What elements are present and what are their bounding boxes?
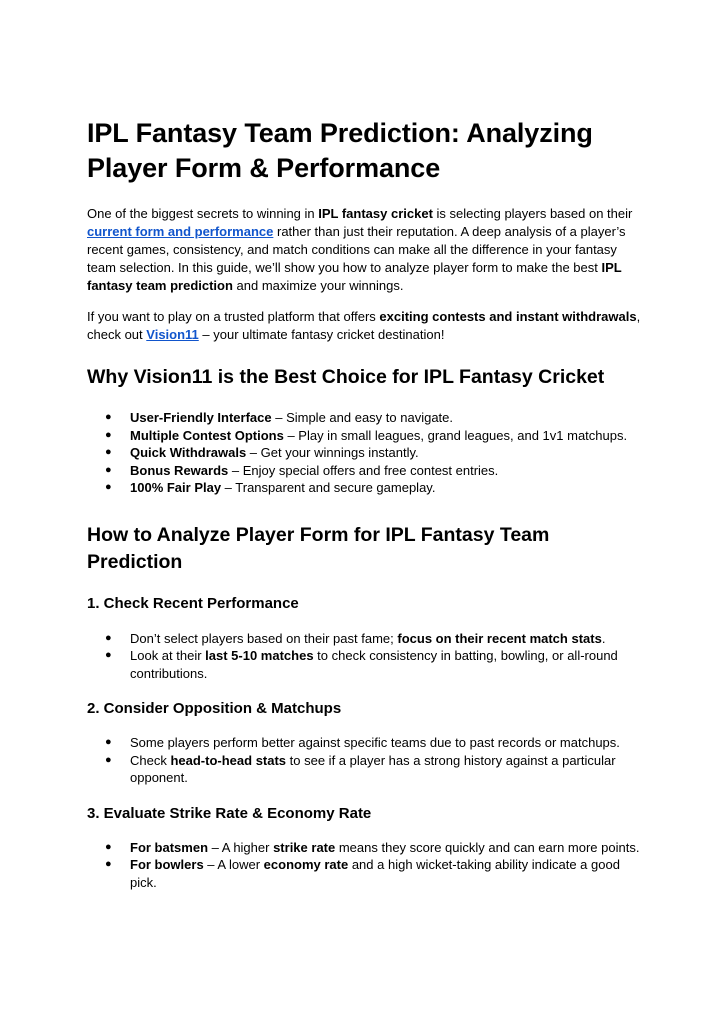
intro-bold-text: IPL fantasy cricket	[318, 206, 433, 221]
list-item	[105, 856, 647, 891]
item-bold-text: head-to-head stats	[170, 752, 287, 768]
features-list	[87, 409, 647, 497]
item-bold-text: strike rate	[273, 839, 336, 855]
item-text: to see if a player has a strong history against a particular opponent.	[130, 752, 616, 785]
bullet-icon: ●	[105, 631, 112, 644]
item-text: – Transparent and secure gameplay.	[221, 480, 436, 495]
bullet-icon: ●	[105, 446, 112, 458]
bullet-icon: ●	[105, 840, 112, 853]
bullet-icon: ●	[105, 481, 112, 493]
item-text: – A lower	[203, 857, 264, 872]
item-bold-text: Quick Withdrawals	[130, 445, 247, 460]
item-text: Check	[130, 752, 171, 768]
item-bold-text: For batsmen	[130, 839, 209, 855]
item-text: means they score quickly and can earn more points.	[335, 839, 640, 855]
item-bold-text: economy rate	[263, 857, 349, 872]
list-item	[105, 444, 647, 462]
item-bold-text: Bonus Rewards	[130, 462, 229, 478]
item-bold-text: 100% Fair Play	[130, 480, 222, 495]
strike-economy-list	[87, 839, 647, 892]
item-text: to check consistency in batting, bowling, or all-round contributions.	[130, 648, 618, 681]
item-text: and a high wicket-taking ability indicate a good pick.	[130, 857, 620, 890]
intro-text: is selecting players based on their	[432, 206, 633, 221]
item-bold-text: User-Friendly Interface	[130, 410, 272, 425]
bullet-icon: ●	[105, 753, 112, 766]
bullet-icon: ●	[105, 858, 112, 870]
subheading-recent-performance: 1. Check Recent Performance	[87, 594, 299, 612]
intro-text: One of the biggest secrets to winning in	[87, 206, 319, 221]
list-item	[105, 752, 647, 787]
list-item	[105, 630, 647, 648]
intro-bold-text: IPL fantasy team prediction	[87, 260, 622, 293]
item-text: – Enjoy special offers and free contest entries.	[228, 462, 499, 478]
item-bold-text: last 5-10 matches	[205, 648, 314, 663]
list-item	[105, 427, 647, 445]
item-text: – Play in small leagues, grand leagues, and 1v1 matchups.	[283, 427, 628, 443]
item-text: – A higher	[208, 839, 274, 855]
bullet-icon: ●	[105, 411, 112, 423]
item-bold-text: focus on their recent match stats	[397, 630, 602, 646]
platform-text: , check out	[87, 309, 641, 342]
bullet-icon: ●	[105, 463, 112, 476]
subheading-strike-economy: 3. Evaluate Strike Rate & Economy Rate	[87, 804, 372, 822]
intro-text: and maximize your winnings.	[232, 278, 404, 293]
vision11-link[interactable]: Vision11	[146, 327, 199, 342]
item-bold-text: For bowlers	[130, 857, 204, 872]
opposition-list	[87, 734, 647, 787]
current-form-link[interactable]: current form and performance	[87, 224, 274, 239]
intro-paragraph	[87, 205, 647, 295]
item-text: Don’t select players based on their past fame;	[130, 630, 398, 646]
document-body	[87, 116, 647, 891]
list-item	[105, 839, 647, 857]
item-text: – Get your winnings instantly.	[246, 445, 419, 460]
platform-text: If you want to play on a trusted platform that offers	[87, 309, 380, 324]
bullet-icon: ●	[105, 428, 112, 441]
item-text: .	[601, 630, 606, 646]
bullet-icon: ●	[105, 649, 112, 661]
list-item	[105, 479, 647, 497]
item-text: Look at their	[130, 648, 206, 663]
bullet-icon: ●	[105, 736, 112, 748]
section-heading-why-vision11: Why Vision11 is the Best Choice for IPL Fantasy Cricket	[87, 366, 605, 388]
intro-text: rather than just their reputation. A deep analysis of a player’s recent games, consistency, and match conditions can make all the difference in your fantasy team selection. In this guide, we’ll show you how to analyze player form to make the best	[87, 224, 626, 275]
list-item	[105, 647, 647, 682]
item-bold-text: Multiple Contest Options	[130, 427, 284, 443]
list-item	[105, 734, 647, 752]
item-text: – Simple and easy to navigate.	[271, 410, 453, 425]
item-text: Some players perform better against specific teams due to past records or matchups.	[130, 735, 620, 750]
platform-bold-text: exciting contests and instant withdrawals	[379, 309, 637, 324]
subheading-opposition-matchups: 2. Consider Opposition & Matchups	[87, 700, 342, 717]
section-heading-analyze-form: How to Analyze Player Form for IPL Fantasy Team Prediction	[87, 523, 550, 573]
platform-text: – your ultimate fantasy cricket destination!	[198, 327, 445, 342]
list-item	[105, 409, 647, 427]
page-title: IPL Fantasy Team Prediction: Analyzing Player Form & Performance	[87, 118, 593, 183]
recent-performance-list	[87, 630, 647, 683]
platform-paragraph	[87, 308, 647, 344]
list-item	[105, 462, 647, 480]
